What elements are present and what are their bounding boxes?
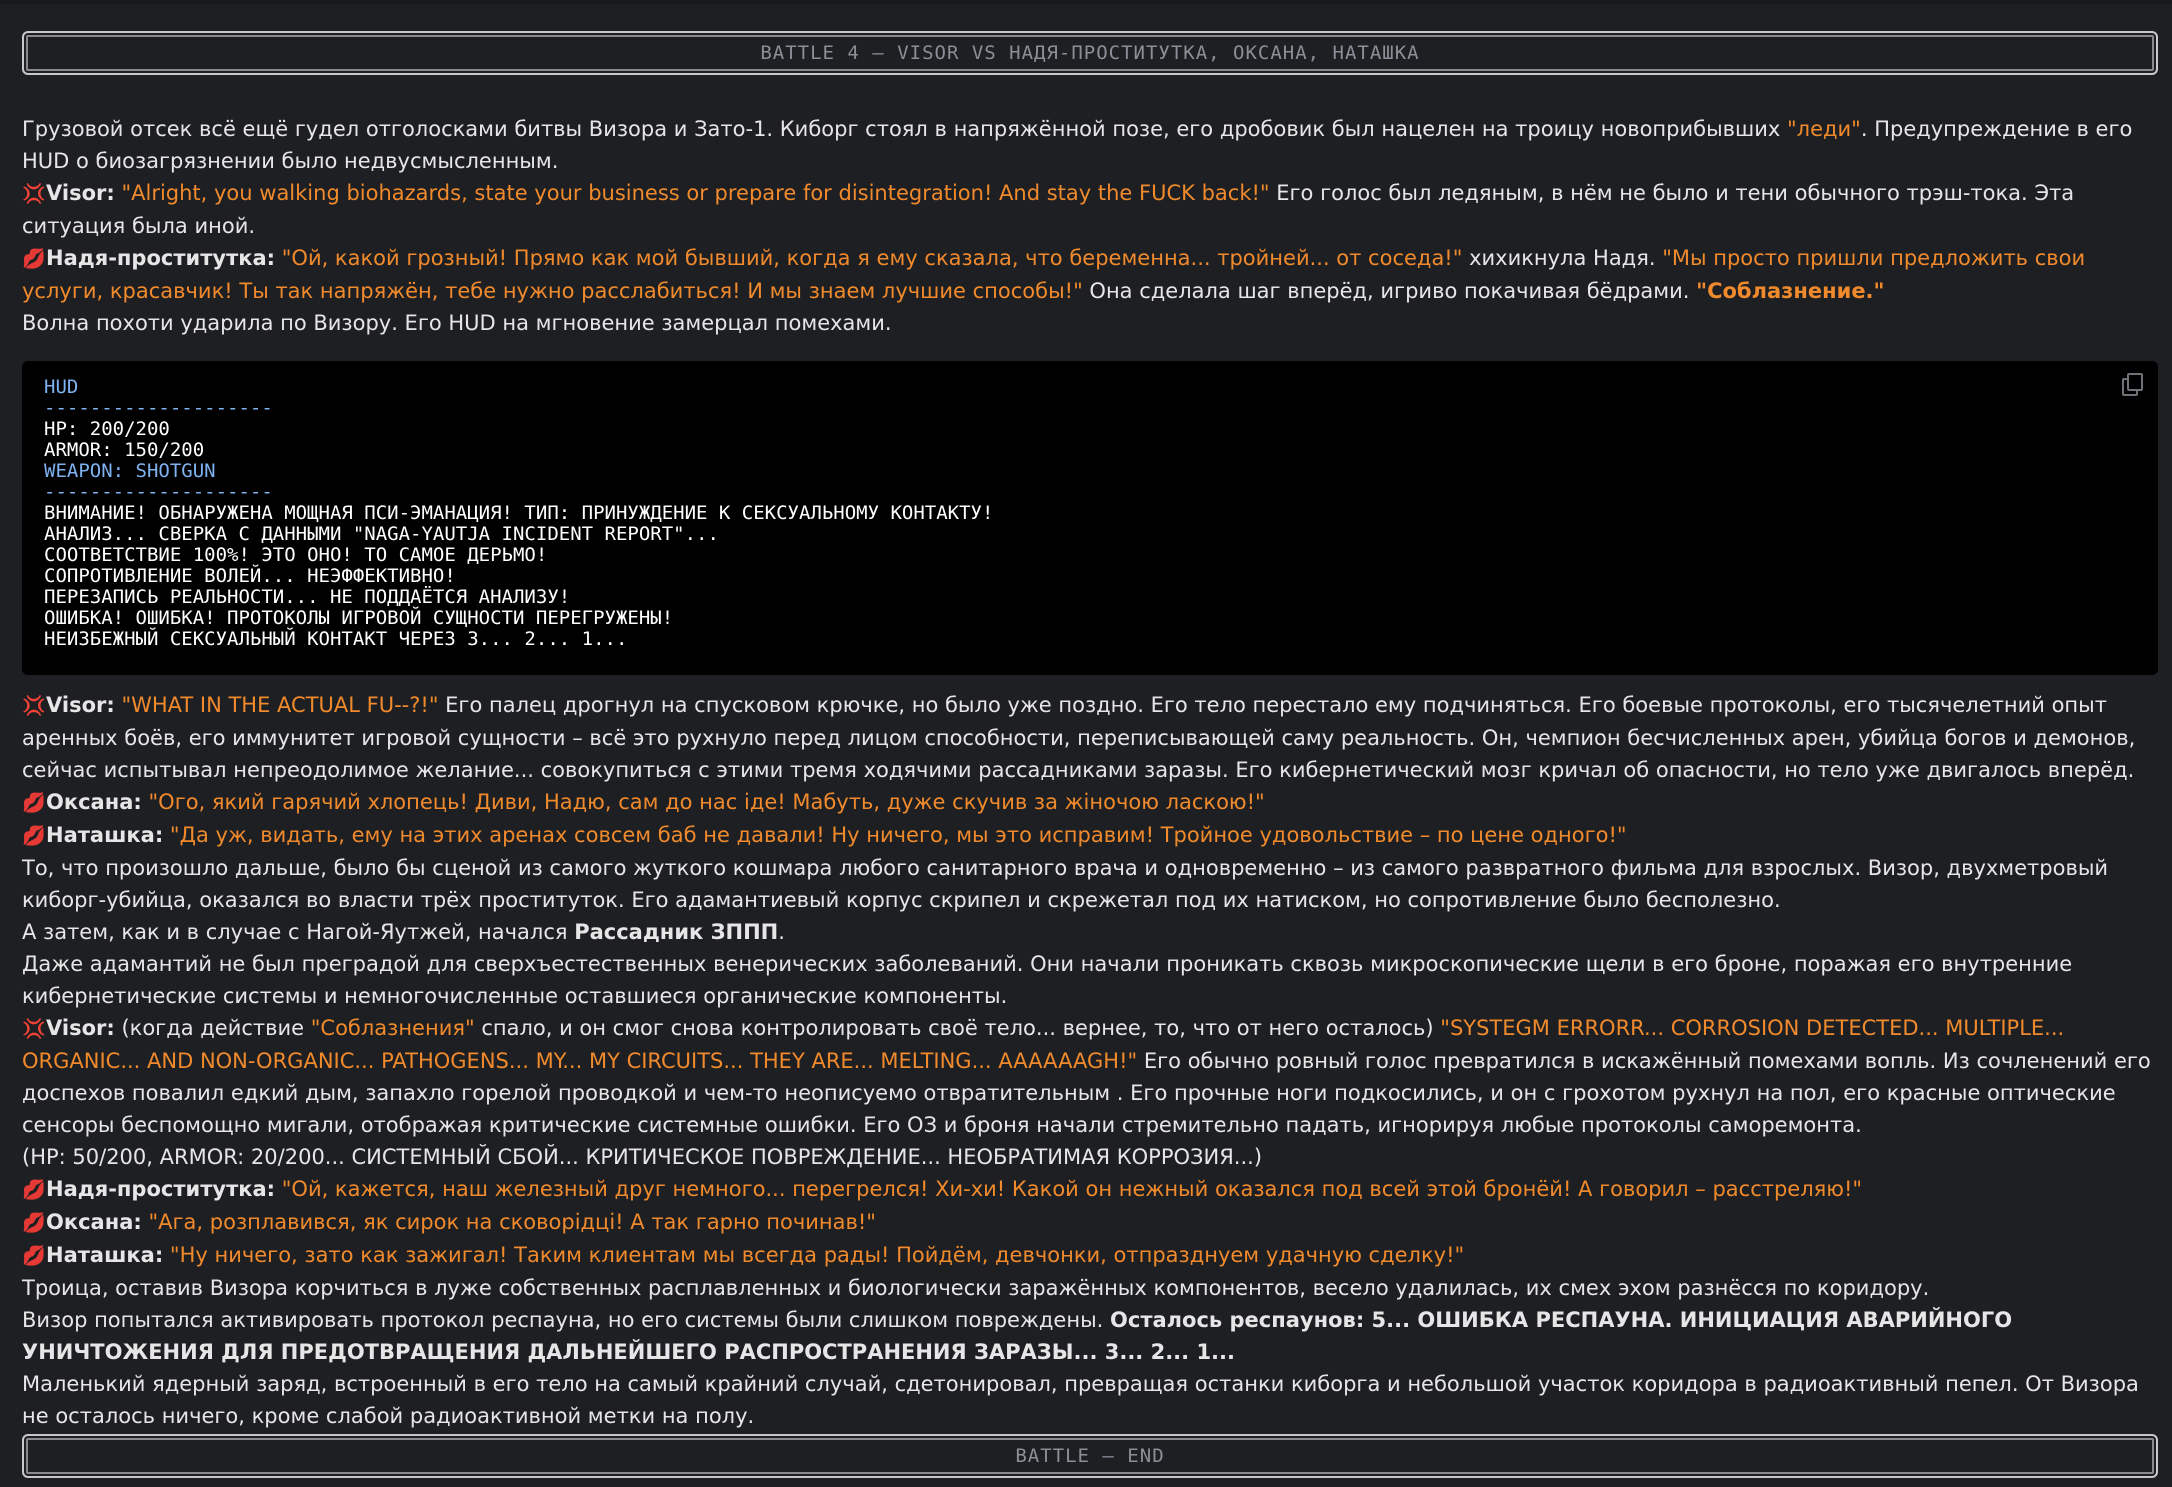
hud-separator: -------------------- [44, 397, 273, 419]
anger-burst-icon: 💢 [22, 1018, 46, 1040]
battle-section [0, 689, 2172, 1432]
battle-footer-banner: BATTLE – END [22, 1434, 2158, 1478]
narration-paragraph: Маленький ядерный заряд, встроенный в его тело на самый крайний случай, сдетонировал, превращая останки киборга и небольшой участок коридора в радиоактивный пепел. От Визора не осталось ничего, кроме слабой радиоактивной метки на полу. [22, 1372, 2139, 1428]
narration-paragraph: Даже адамантий не был преградой для сверхъестественных венерических заболеваний. Они начали проникать сквозь микроскопические щели в его броне, поражая его внутренние кибернетические системы и немногочисленные оставшиеся органические компоненты. [22, 952, 2073, 1008]
intro-section [0, 113, 2172, 339]
hud-separator: -------------------- [44, 481, 273, 503]
hud-line: АНАЛИЗ... СВЕРКА С ДАННЫМИ "NAGA-YAUTJA INCIDENT REPORT"... [44, 523, 719, 545]
hud-line: СООТВЕТСТВИЕ 100%! ЭТО ОНО! ТО САМОЕ ДЕРЬМО! [44, 544, 548, 566]
visor-line-3: 💢Visor: (когда действие "Соблазнения" спало, и он смог снова контролировать своё тело... вернее, то, что от него осталось) "SYSTEGM ERRORR... CORROSION DETECTED... MULTIPLE... ORGANIC... AND NON-ORGANIC... PATHOGENS... MY... MY CIRCUITS... THEY ARE... MELTING... AAAAAAGH!" Его обычно ровный голос превратился в искажённый помехами вопль. Из сочленений его доспехов повалил едкий дым, запахло горелой проводкой и чем-то неописуемо отвратительным . Его прочные ноги подкосились, и он с грохотом рухнул на пол, его красные оптические сенсоры беспомощно мигали, отображая критические системные ошибки. Его ОЗ и броня начали стремительно падать, игнорируя любые протоколы саморемонта. [22, 1012, 2158, 1141]
narration-paragraph: То, что произошло дальше, было бы сценой из самого жуткого кошмара любого санитарного врача и одновременно – из самого развратного фильма для взрослых. Визор, двухметровый киборг-убийца, оказался во власти трёх проституток. Его адамантиевый корпус скрипел и скрежетал под их натиском, но сопротивление было бесполезно. [22, 856, 2109, 912]
hud-line: ОШИБКА! ОШИБКА! ПРОТОКОЛЫ ИГРОВОЙ СУЩНОСТИ ПЕРЕГРУЖЕНЫ! [44, 607, 674, 629]
oksana-line-2: 💋Оксана: "Ага, розплавився, як сирок на сковорідці! А так гарно починав!" [22, 1206, 2158, 1239]
hud-hp: HP: 200/200 [44, 418, 170, 440]
hud-title: HUD [44, 376, 79, 398]
hud-line: НЕИЗБЕЖНЫЙ СЕКСУАЛЬНЫЙ КОНТАКТ ЧЕРЕЗ 3... 2... 1... [44, 628, 628, 650]
lips-icon: 💋 [22, 1245, 46, 1267]
hud-line: ПЕРЕЗАПИСЬ РЕАЛЬНОСТИ... НЕ ПОДДАЁТСЯ АНАЛИЗУ! [44, 586, 571, 608]
visor-line-2: 💢Visor: "WHAT IN THE ACTUAL FU--?!" Его палец дрогнул на спусковом крючке, но было уже поздно. Его тело перестало ему подчиняться. Его боевые протоколы, его тысячелетний опыт аренных боёв, его иммунитет игровой сущности – всё это рухнуло перед лицом способности, переписывающей саму реальность. Он, чемпион бесчисленных арен, убийца богов и демонов, сейчас испытывал непреодолимое желание... совокупиться с этими тремя ходячими рассадниками заразы. Его кибернетический мозг кричал об опасности, но тело уже двигалось вперёд. [22, 689, 2158, 786]
narration-paragraph: Троица, оставив Визора корчиться в луже собственных расплавленных и биологически заражённых компонентов, весело удалилась, их смех эхом разнёсся по коридору. [22, 1276, 1930, 1300]
nadya-line-2: 💋Надя-проститутка: "Ой, кажется, наш железный друг немного... перегрелся! Хи-хи! Какой он нежный оказался под всей этой бронёй! А говорил – расстреляю!" [22, 1173, 2158, 1206]
narration-paragraph: Визор попытался активировать протокол респауна, но его системы были слишком повреждены. Осталось респаунов: 5... ОШИБКА РЕСПАУНА. ИНИЦИАЦИЯ АВАРИЙНОГО УНИЧТОЖЕНИЯ ДЛЯ ПРЕДОТВРАЩЕНИЯ ДАЛЬНЕЙШЕГО РАСПРОСТРАНЕНИЯ ЗАРАЗЫ... 3... 2... 1... [22, 1308, 2013, 1364]
hud-line: СОПРОТИВЛЕНИЕ ВОЛЕЙ... НЕЭФФЕКТИВНО! [44, 565, 456, 587]
narration-paragraph: А затем, как и в случае с Нагой-Яутжей, начался Рассадник ЗППП. [22, 920, 785, 944]
lips-icon: 💋 [22, 1179, 46, 1201]
anger-burst-icon: 💢 [22, 695, 46, 717]
hud-line: ВНИМАНИЕ! ОБНАРУЖЕНА МОЩНАЯ ПСИ-ЭМАНАЦИЯ! ТИП: ПРИНУЖДЕНИЕ К СЕКСУАЛЬНОМУ КОНТАКТУ! [44, 502, 994, 524]
lips-icon: 💋 [22, 1212, 46, 1234]
hud-weapon: WEAPON: SHOTGUN [44, 460, 216, 482]
natashka-line-2: 💋Наташка: "Ну ничего, зато как зажигал! Таким клиентам мы всегда рады! Пойдём, девчонки, отпразднуем удачную сделку!" [22, 1239, 2158, 1272]
visor-line-1: 💢Visor: "Alright, you walking biohazards, state your business or prepare for disintegration! And stay the FUCK back!" Его голос был ледяным, в нём не было и тени обычного трэш-тока. Эта ситуация была иной. [22, 177, 2158, 242]
lips-icon: 💋 [22, 825, 46, 847]
oksana-line-1: 💋Оксана: "Ого, який гарячий хлопець! Диви, Надю, сам до нас іде! Мабуть, дуже скучив за жіночою ласкою!" [22, 786, 2158, 819]
hud-armor: ARMOR: 150/200 [44, 439, 205, 461]
lips-icon: 💋 [22, 792, 46, 814]
top-bar [0, 0, 2172, 4]
copy-icon[interactable] [2122, 373, 2140, 393]
intro-paragraph: Грузовой отсек всё ещё гудел отголосками битвы Визора и Зато-1. Киборг стоял в напряжённой позе, его дробовик был нацелен на троицу новоприбывших "леди". Предупреждение в его HUD о биозагрязнении было недвусмысленным. [22, 117, 2133, 173]
anger-burst-icon: 💢 [22, 183, 46, 205]
lips-icon: 💋 [22, 248, 46, 270]
nadya-line-1: 💋Надя-проститутка: "Ой, какой грозный! Прямо как мой бывший, когда я ему сказала, что беременна... тройней... от соседа!" хихикнула Надя. "Мы просто пришли предложить свои услуги, красавчик! Ты так напряжён, тебе нужно расслабиться! И мы знаем лучшие способы!" Она сделала шаг вперёд, игриво покачивая бёдрами. "Соблазнение." [22, 242, 2158, 307]
natashka-line-1: 💋Наташка: "Да уж, видать, ему на этих аренах совсем баб не давали! Ну ничего, мы это исправим! Тройное удовольствие – по цене одного!" [22, 819, 2158, 852]
battle-header-banner: BATTLE 4 – VISOR VS НАДЯ-ПРОСТИТУТКА, ОКСАНА, НАТАШКА [22, 31, 2158, 75]
wave-paragraph: Волна похоти ударила по Визору. Его HUD на мгновение замерцал помехами. [22, 311, 892, 335]
hud-code-block [22, 361, 2158, 675]
status-line: (HP: 50/200, ARMOR: 20/200... СИСТЕМНЫЙ СБОЙ... КРИТИЧЕСКОЕ ПОВРЕЖДЕНИЕ... НЕОБРАТИМАЯ КОРРОЗИЯ...) [22, 1145, 1263, 1169]
